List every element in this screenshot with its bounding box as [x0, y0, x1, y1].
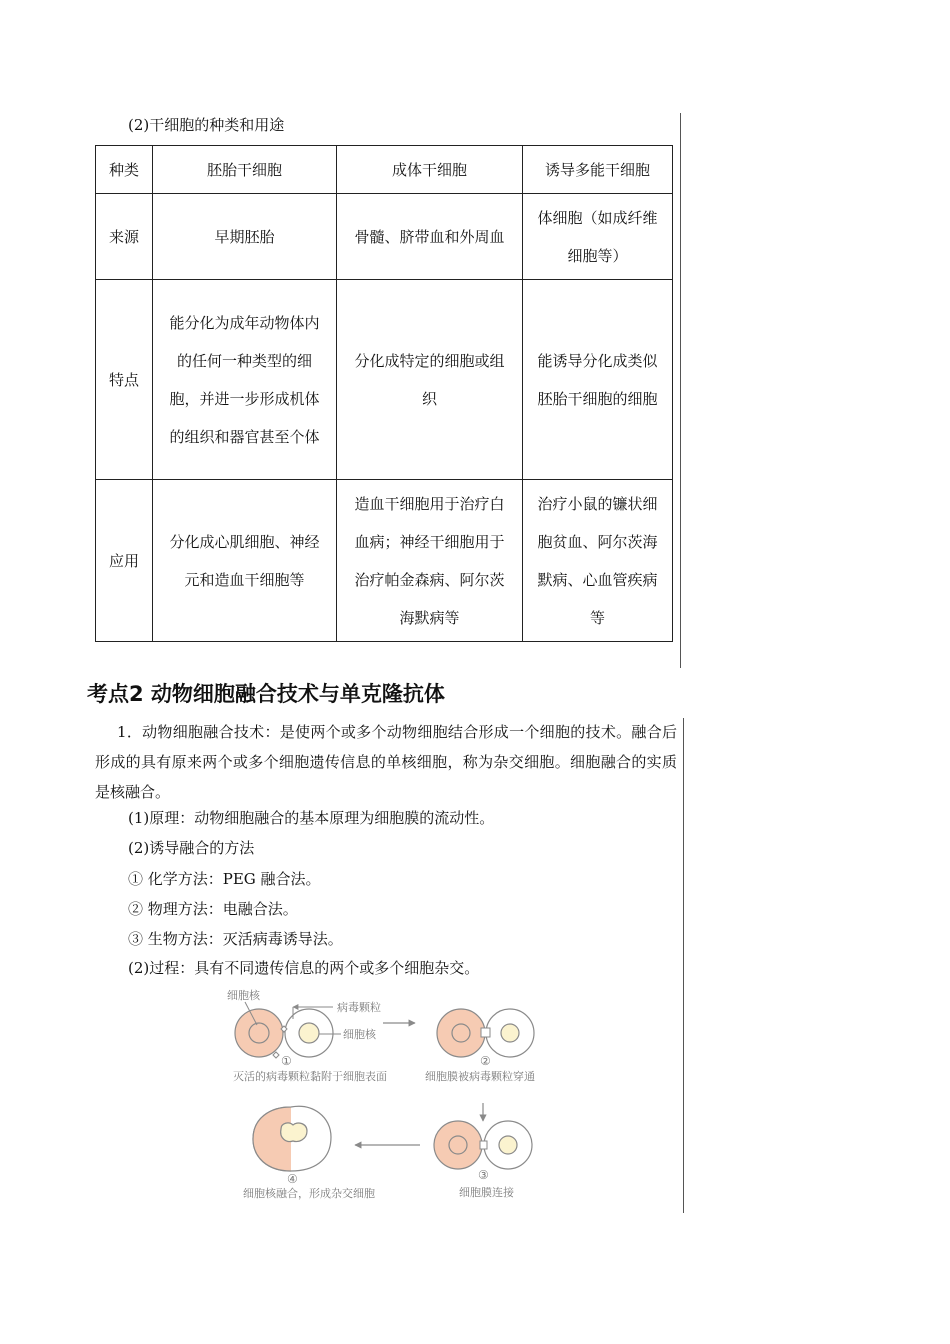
right-margin-line-bottom	[683, 718, 684, 1213]
row-header: 来源	[96, 194, 153, 280]
membrane-bridge	[480, 1141, 487, 1149]
table-cell: 造血干细胞用于治疗白血病；神经干细胞用于治疗帕金森病、阿尔茨海默病等	[337, 480, 523, 642]
step3-caption: 细胞膜连接	[459, 1186, 514, 1199]
method-biological: ③ 生物方法：灭活病毒诱导法。	[128, 930, 343, 948]
header-cell: 诱导多能干细胞	[523, 146, 673, 194]
table-cell: 体细胞（如成纤维细胞等）	[523, 194, 673, 280]
cell-b-nucleus	[299, 1023, 319, 1043]
section-title: 考点2 动物细胞融合技术与单克隆抗体	[87, 682, 445, 706]
intro-paragraph	[95, 717, 677, 807]
label-nucleus-mid: 细胞核	[343, 1028, 376, 1041]
principle-line: (1)原理：动物细胞融合的基本原理为细胞膜的流动性。	[128, 809, 495, 827]
process-line: (2)过程：具有不同遗传信息的两个或多个细胞杂交。	[128, 959, 480, 977]
header-cell: 胚胎干细胞	[153, 146, 337, 194]
step3-number: ③	[478, 1168, 489, 1182]
right-margin-line-top	[680, 113, 681, 668]
membrane-pore	[481, 1028, 490, 1037]
fused-nucleus	[281, 1123, 307, 1142]
cell-b-nucleus	[499, 1136, 517, 1154]
cell-a-nucleus	[449, 1136, 467, 1154]
table-cell: 治疗小鼠的镰状细胞贫血、阿尔茨海默病、心血管疾病等	[523, 480, 673, 642]
cell-fusion-figure	[215, 985, 555, 1210]
intro-text: 1．动物细胞融合技术：是使两个或多个动物细胞结合形成一个细胞的技术。融合后形成的具有原来两个或多个细胞遗传信息的单核细胞，称为杂交细胞。细胞融合的实质是核融合。	[95, 723, 677, 801]
table-cell: 能诱导分化成类似胚胎干细胞的细胞	[523, 280, 673, 480]
table-header-row	[96, 146, 673, 194]
step1-caption: 灭活的病毒颗粒黏附于细胞表面	[233, 1070, 387, 1083]
stem-cell-table	[95, 145, 673, 642]
step4-number: ④	[287, 1172, 298, 1186]
step4-caption: 细胞核融合，形成杂交细胞	[243, 1187, 375, 1200]
step2-number: ②	[480, 1054, 491, 1068]
method-physical: ② 物理方法：电融合法。	[128, 900, 298, 918]
row-header: 特点	[96, 280, 153, 480]
table-cell: 早期胚胎	[153, 194, 337, 280]
table-row	[96, 280, 673, 480]
table-caption: (2)干细胞的种类和用途	[128, 116, 285, 134]
method-chemical: ① 化学方法：PEG 融合法。	[128, 870, 321, 888]
cell-a-nucleus	[452, 1024, 470, 1042]
table-cell: 能分化为成年动物体内的任何一种类型的细胞，并进一步形成机体的组织和器官甚至个体	[153, 280, 337, 480]
table-cell: 骨髓、脐带血和外周血	[337, 194, 523, 280]
label-virus: 病毒颗粒	[337, 1001, 381, 1014]
header-cell: 种类	[96, 146, 153, 194]
methods-title: (2)诱导融合的方法	[128, 839, 255, 857]
row-header: 应用	[96, 480, 153, 642]
virus-particle	[273, 1052, 279, 1058]
header-cell: 成体干细胞	[337, 146, 523, 194]
cell-b-nucleus	[501, 1024, 519, 1042]
table-row	[96, 194, 673, 280]
table-row	[96, 480, 673, 642]
table-cell: 分化成特定的细胞或组织	[337, 280, 523, 480]
cell-a-nucleus	[249, 1023, 269, 1043]
step1-number: ①	[281, 1054, 292, 1068]
table-cell: 分化成心肌细胞、神经元和造血干细胞等	[153, 480, 337, 642]
step2-caption: 细胞膜被病毒颗粒穿通	[425, 1070, 535, 1083]
label-nucleus-top: 细胞核	[227, 989, 260, 1002]
